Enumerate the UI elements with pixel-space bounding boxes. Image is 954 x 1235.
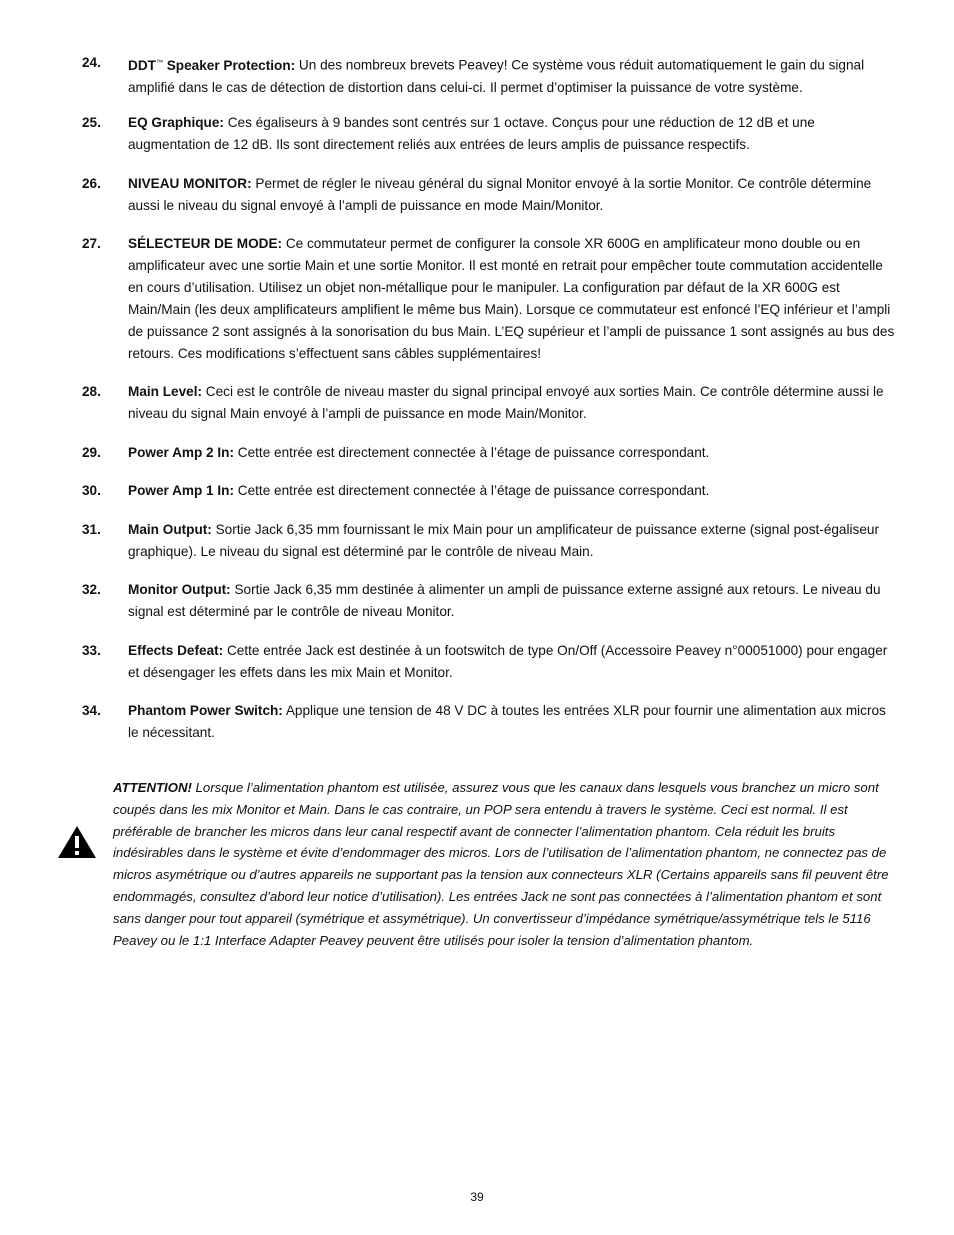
warning-notice: ATTENTION! Lorsque l’alimentation phantom est utilisée, assurez vous que les canaux dans lesquels vous branchez un micro sont coupés dans les mix Monitor et Main. Dans le cas contraire, un POP sera entendu à travers le système. Ceci est normal. Il est préférable de brancher les micros dans leur canal respectif avant de connecter l’alimentation phantom. Cela réduit les bruits indésirables dans le système et évite d’endommager des micros. Lors de l’utilisation de l’alimentation phantom, ne connectez pas de micros asymétrique ou d’autres appareils ne supportant pas la tension aux connecteurs XLR (Certains appareils sans fil peuvent être endommagés, consultez d’abord leur notice d’utilisation). Les entrées Jack ne sont pas connectées à l’alimentation phantom et sont sans danger pour tout appareil (symétrique et assymétrique). Un convertisseur d’impédance symétrique/assymétrique tels le 5116 Peavey ou le 1:1 Interface Adapter Peavey peuvent être utilisés pour isoler la tension d’alimentation phantom. <box>113 780 889 948</box>
list-item-25: 25. EQ Graphique: Ces égaliseurs à 9 bandes sont centrés sur 1 octave. Conçus pour une réduction de 12 dB et une augmentation de 12 dB. Ils sont directement reliés aux entrées de leurs amplis de puissance respectifs. <box>82 115 815 152</box>
list-item-33: 33. Effects Defeat: Cette entrée Jack est destinée à un footswitch de type On/Off (Accessoire Peavey n°00051000) pour engager et désengager les effets dans les mix Main et Monitor. <box>82 643 888 680</box>
page-number: 39 <box>470 1190 484 1204</box>
list-item-32: 32. Monitor Output: Sortie Jack 6,35 mm destinée à alimenter un ampli de puissance externe assigné aux retours. Le niveau du signal est déterminé par le contrôle de niveau Monitor. <box>82 582 881 619</box>
list-item-29: 29. Power Amp 2 In: Cette entrée est directement connectée à l’étage de puissance correspondant. <box>82 445 710 460</box>
list-item-27: 27. SÉLECTEUR DE MODE: Ce commutateur permet de configurer la console XR 600G en amplificateur mono double ou en amplificateur avec une sortie Main et une sortie Monitor. Il est monté en retrait pour empêcher toute commutation accidentelle en cours d’utilisation. Utilisez un objet non-métallique pour le manipuler. La configuration par défaut de la XR 600G est Main/Main (les deux amplificateurs amplifient le même bus Main). Lorsque ce commutateur est enfoncé l’EQ inférieur et l’ampli de puissance 2 sont assignés à la sonorisation du bus Main. L’EQ supérieur et l’ampli de puissance 1 sont assignés au bus des retours. Ces modifications s’effectuent sans câbles supplémentaires! <box>82 236 895 361</box>
list-item-24: 24. DDT™ Speaker Protection: Un des nombreux brevets Peavey! Ce système vous réduit automatiquement le gain du signal amplifié dans le cas de détection de distortion dans celui-ci. Il permet d’optimiser la puissance de votre système. <box>82 55 865 95</box>
list-item-34: 34. Phantom Power Switch: Applique une tension de 48 V DC à toutes les entrées XLR pour fournir une alimentation aux micros le nécessitant. <box>82 703 886 740</box>
list-item-28: 28. Main Level: Ceci est le contrôle de niveau master du signal principal envoyé aux sorties Main. Ce contrôle détermine aussi le niveau du signal Main envoyé à l’ampli de puissance en mode Main/Monitor. <box>82 384 884 421</box>
warning-triangle-icon <box>57 825 97 859</box>
list-item-30: 30. Power Amp 1 In: Cette entrée est directement connectée à l’étage de puissance correspondant. <box>82 483 710 498</box>
list-item-31: 31. Main Output: Sortie Jack 6,35 mm fournissant le mix Main pour un amplificateur de puissance externe (signal post-égaliseur graphique). Le niveau du signal est déterminé par le contrôle de niveau Main. <box>82 522 879 559</box>
list-item-26: 26. NIVEAU MONITOR: Permet de régler le niveau général du signal Monitor envoyé à la sortie Monitor. Ce contrôle détermine aussi le niveau du signal envoyé à l’ampli de puissance en mode Main/Monitor. <box>82 176 872 213</box>
